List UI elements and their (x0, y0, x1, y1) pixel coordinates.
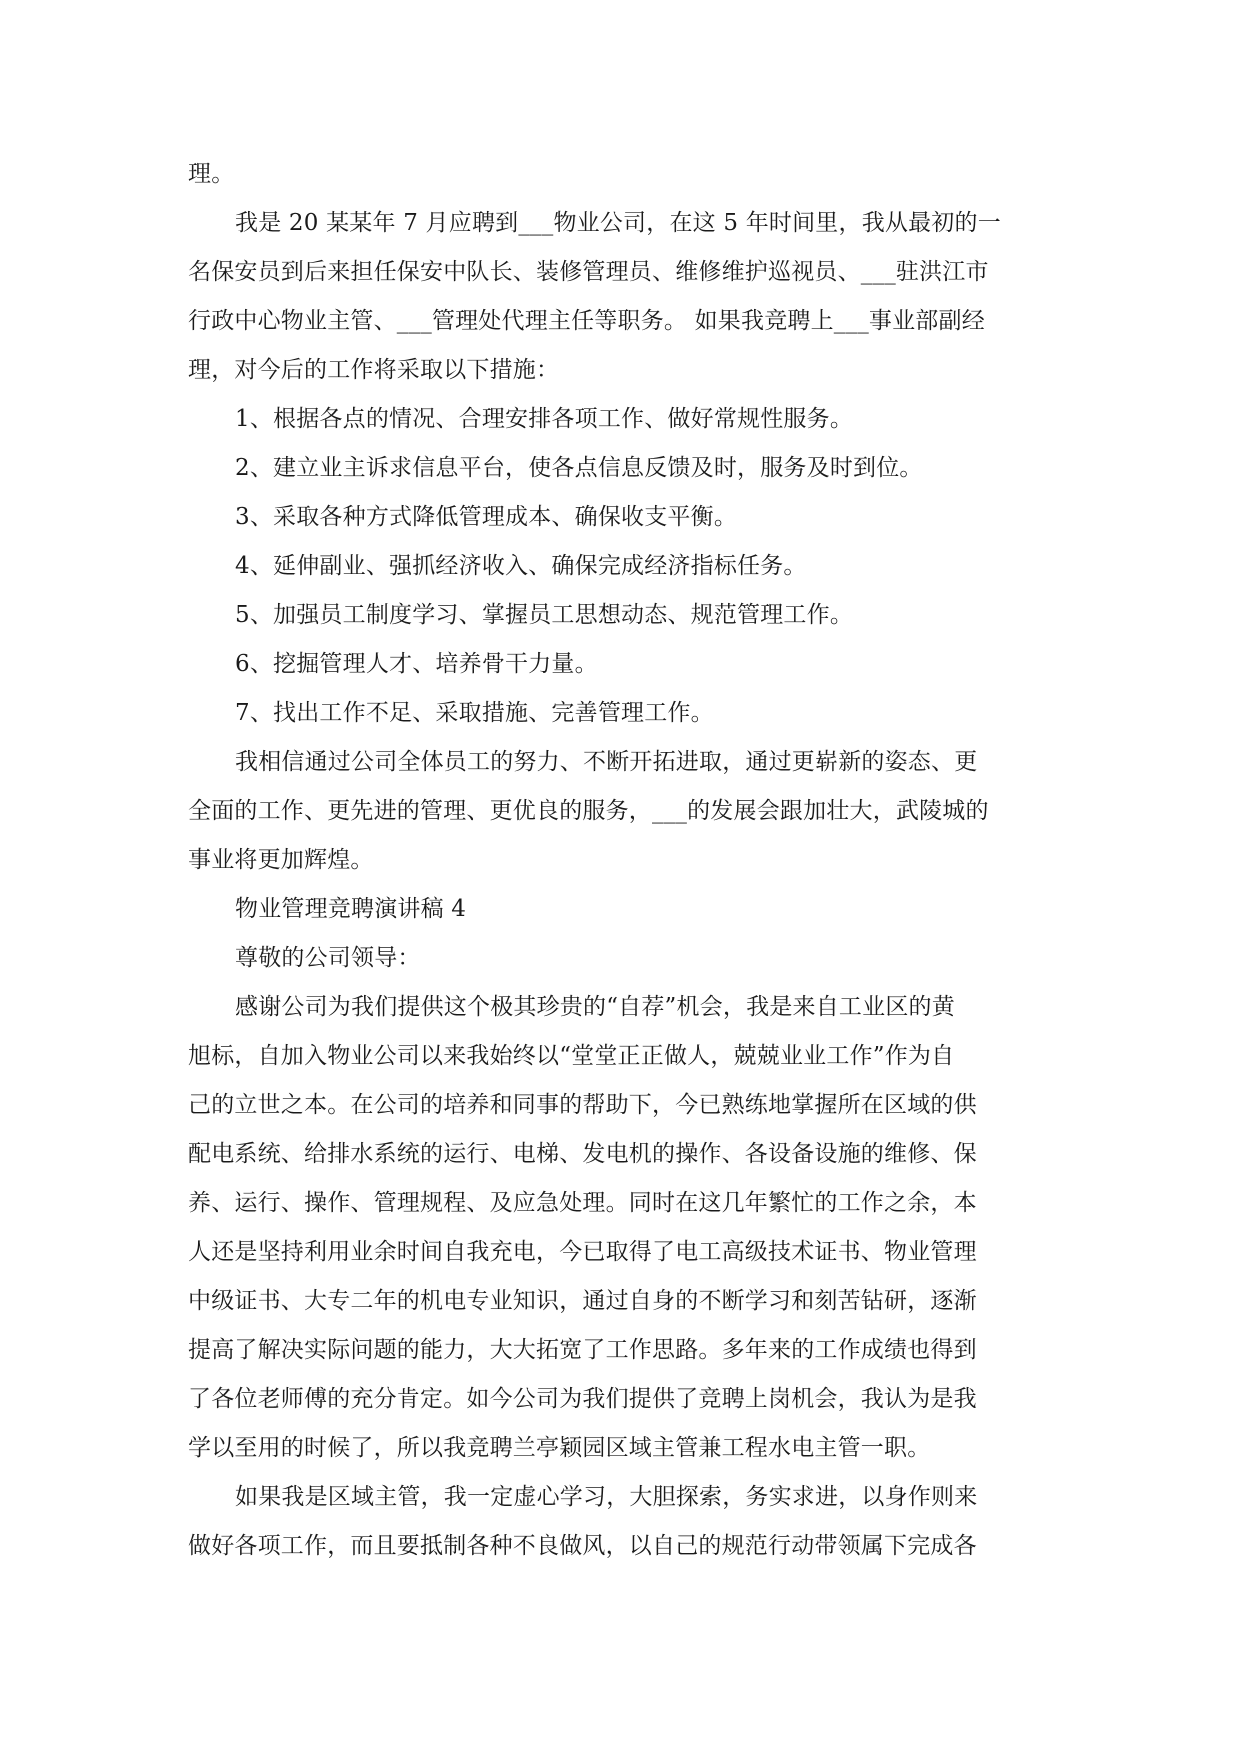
text-line: 配电系统、给排水系统的运行、电梯、发电机的操作、各设备设施的维修、保 (188, 1141, 977, 1167)
text-line: 6、挖掘管理人才、培养骨干力量。 (235, 651, 598, 677)
text-line: 中级证书、大专二年的机电专业知识，通过自身的不断学习和刻苦钻研，逐渐 (188, 1288, 977, 1314)
text-line: 养、运行、操作、管理规程、及应急处理。同时在这几年繁忙的工作之余，本 (188, 1190, 977, 1216)
text-line: 3、采取各种方式降低管理成本、确保收支平衡。 (235, 504, 738, 530)
text-line: 如果我是区域主管，我一定虚心学习，大胆探索，务实求进，以身作则来 (235, 1484, 978, 1510)
text-line: 旭标，自加入物业公司以来我始终以“堂堂正正做人，兢兢业业工作”作为自 (188, 1043, 955, 1069)
text-line: 理。 (188, 161, 235, 187)
text-line: 事业将更加辉煌。 (188, 847, 374, 873)
text-line: 理，对今后的工作将采取以下措施： (188, 357, 560, 383)
text-line: 感谢公司为我们提供这个极其珍贵的“自荐”机会，我是来自工业区的黄 (235, 994, 955, 1020)
text-line: 尊敬的公司领导： (235, 945, 421, 971)
text-line: 人还是坚持利用业余时间自我充电，今已取得了电工高级技术证书、物业管理 (188, 1239, 977, 1265)
text-line: 己的立世之本。在公司的培养和同事的帮助下，今已熟练地掌握所在区域的供 (188, 1092, 977, 1118)
text-line: 学以至用的时候了，所以我竞聘兰亭颖园区域主管兼工程水电主管一职。 (188, 1435, 931, 1461)
text-line: 7、找出工作不足、采取措施、完善管理工作。 (235, 700, 714, 726)
text-line: 4、延伸副业、强抓经济收入、确保完成经济指标任务。 (235, 553, 807, 579)
text-line: 1、根据各点的情况、合理安排各项工作、做好常规性服务。 (235, 406, 854, 432)
text-line: 5、加强员工制度学习、掌握员工思想动态、规范管理工作。 (235, 602, 854, 628)
text-line: 行政中心物业主管、___管理处代理主任等职务。 如果我竞聘上___事业部副经 (188, 308, 985, 334)
text-line: 全面的工作、更先进的管理、更优良的服务，___的发展会跟加壮大，武陵城的 (188, 798, 989, 824)
text-line: 提高了解决实际问题的能力，大大拓宽了工作思路。多年来的工作成绩也得到 (188, 1337, 977, 1363)
text-line: 物业管理竞聘演讲稿 4 (235, 896, 467, 922)
text-line: 名保安员到后来担任保安中队长、装修管理员、维修维护巡视员、___驻洪江市 (188, 259, 989, 285)
text-line: 我是 20 某某年 7 月应聘到___物业公司，在这 5 年时间里，我从最初的一 (235, 210, 1001, 236)
document-body (188, 150, 1054, 1571)
text-line: 做好各项工作，而且要抵制各种不良做风，以自己的规范行动带领属下完成各 (188, 1533, 977, 1559)
text-line: 我相信通过公司全体员工的努力、不断开拓进取，通过更崭新的姿态、更 (235, 749, 978, 775)
text-line: 了各位老师傅的充分肯定。如今公司为我们提供了竞聘上岗机会，我认为是我 (188, 1386, 977, 1412)
text-line: 2、建立业主诉求信息平台，使各点信息反馈及时，服务及时到位。 (235, 455, 923, 481)
